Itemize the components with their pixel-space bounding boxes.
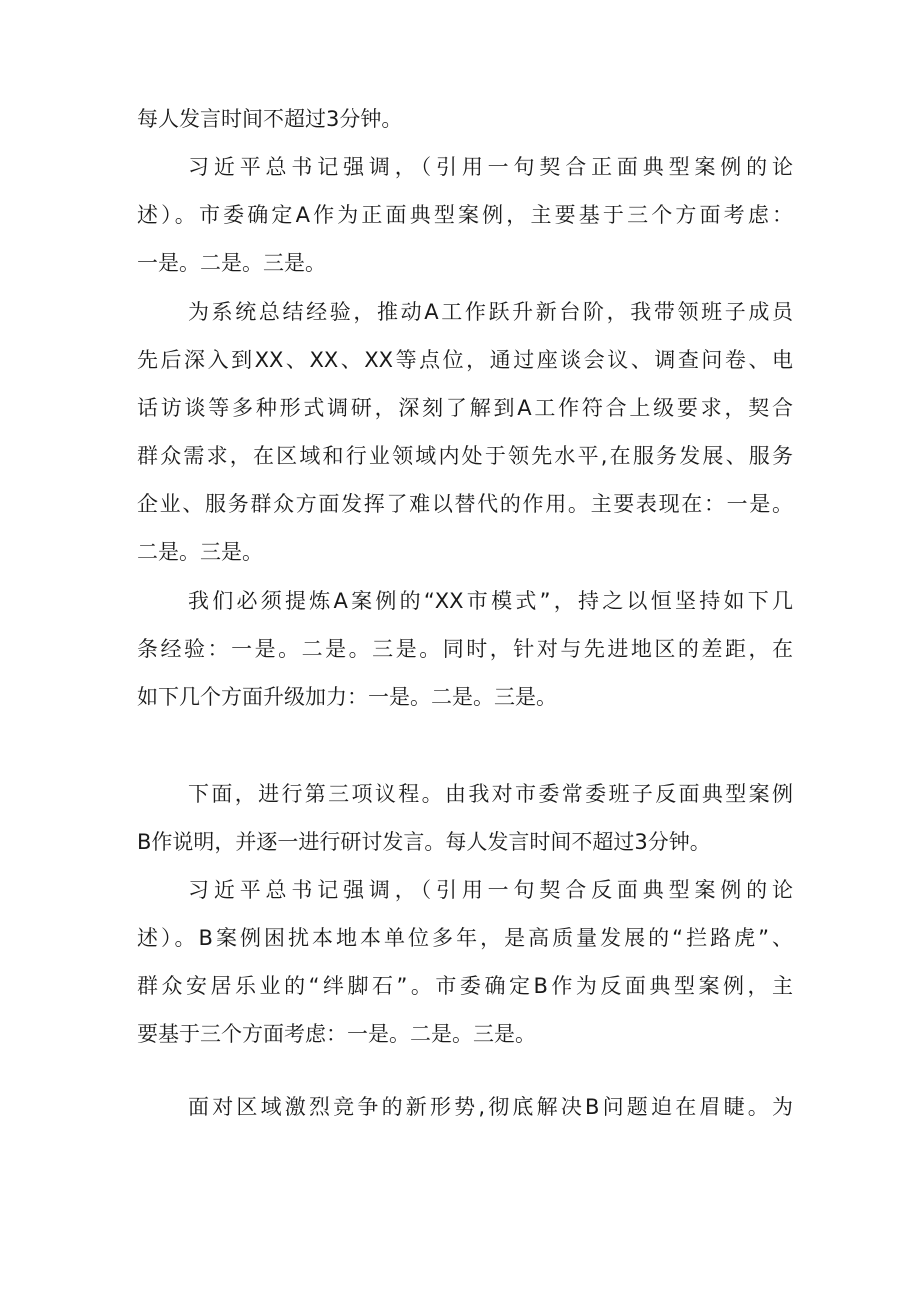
text-line: 先后深入到XX、XX、XX等点位，通过座谈会议、调查问卷、电 bbox=[137, 348, 793, 372]
text-line: 话访谈等多种形式调研，深刻了解到A工作符合上级要求，契合 bbox=[137, 396, 793, 420]
text-line: 企业、服务群众方面发挥了难以替代的作用。主要表现在：一是。 bbox=[137, 492, 793, 516]
text-line: 群众安居乐业的“绊脚石”。市委确定B作为反面典型案例，主 bbox=[137, 974, 793, 998]
text-line: 述）。B案例困扰本地本单位多年，是高质量发展的“拦路虎”、 bbox=[137, 926, 793, 950]
text-line: 群众需求，在区域和行业领域内处于领先水平,在服务发展、服务 bbox=[137, 444, 793, 468]
text-line: 每人发言时间不超过3分钟。 bbox=[137, 107, 403, 131]
text-line: B作说明，并逐一进行研讨发言。每人发言时间不超过3分钟。 bbox=[137, 830, 711, 854]
text-line: 面对区域激烈竞争的新形势,彻底解决B问题迫在眉睫。为 bbox=[188, 1095, 793, 1119]
text-line: 习近平总书记强调，（引用一句契合反面典型案例的论 bbox=[188, 878, 793, 902]
text-line: 如下几个方面升级加力：一是。二是。三是。 bbox=[137, 685, 557, 709]
text-line: 要基于三个方面考虑：一是。二是。三是。 bbox=[137, 1022, 536, 1046]
text-line: 二是。三是。 bbox=[137, 540, 263, 564]
text-line: 述）。市委确定A作为正面典型案例，主要基于三个方面考虑： bbox=[137, 203, 793, 227]
text-line: 为系统总结经验，推动A工作跃升新台阶，我带领班子成员 bbox=[188, 300, 793, 324]
text-line: 一是。二是。三是。 bbox=[137, 251, 326, 275]
text-line: 习近平总书记强调，（引用一句契合正面典型案例的论 bbox=[188, 155, 793, 179]
text-line: 我们必须提炼A案例的“XX市模式”，持之以恒坚持如下几 bbox=[188, 589, 793, 613]
text-line: 条经验：一是。二是。三是。同时，针对与先进地区的差距，在 bbox=[137, 637, 793, 661]
text-line: 下面，进行第三项议程。由我对市委常委班子反面典型案例 bbox=[188, 782, 793, 806]
